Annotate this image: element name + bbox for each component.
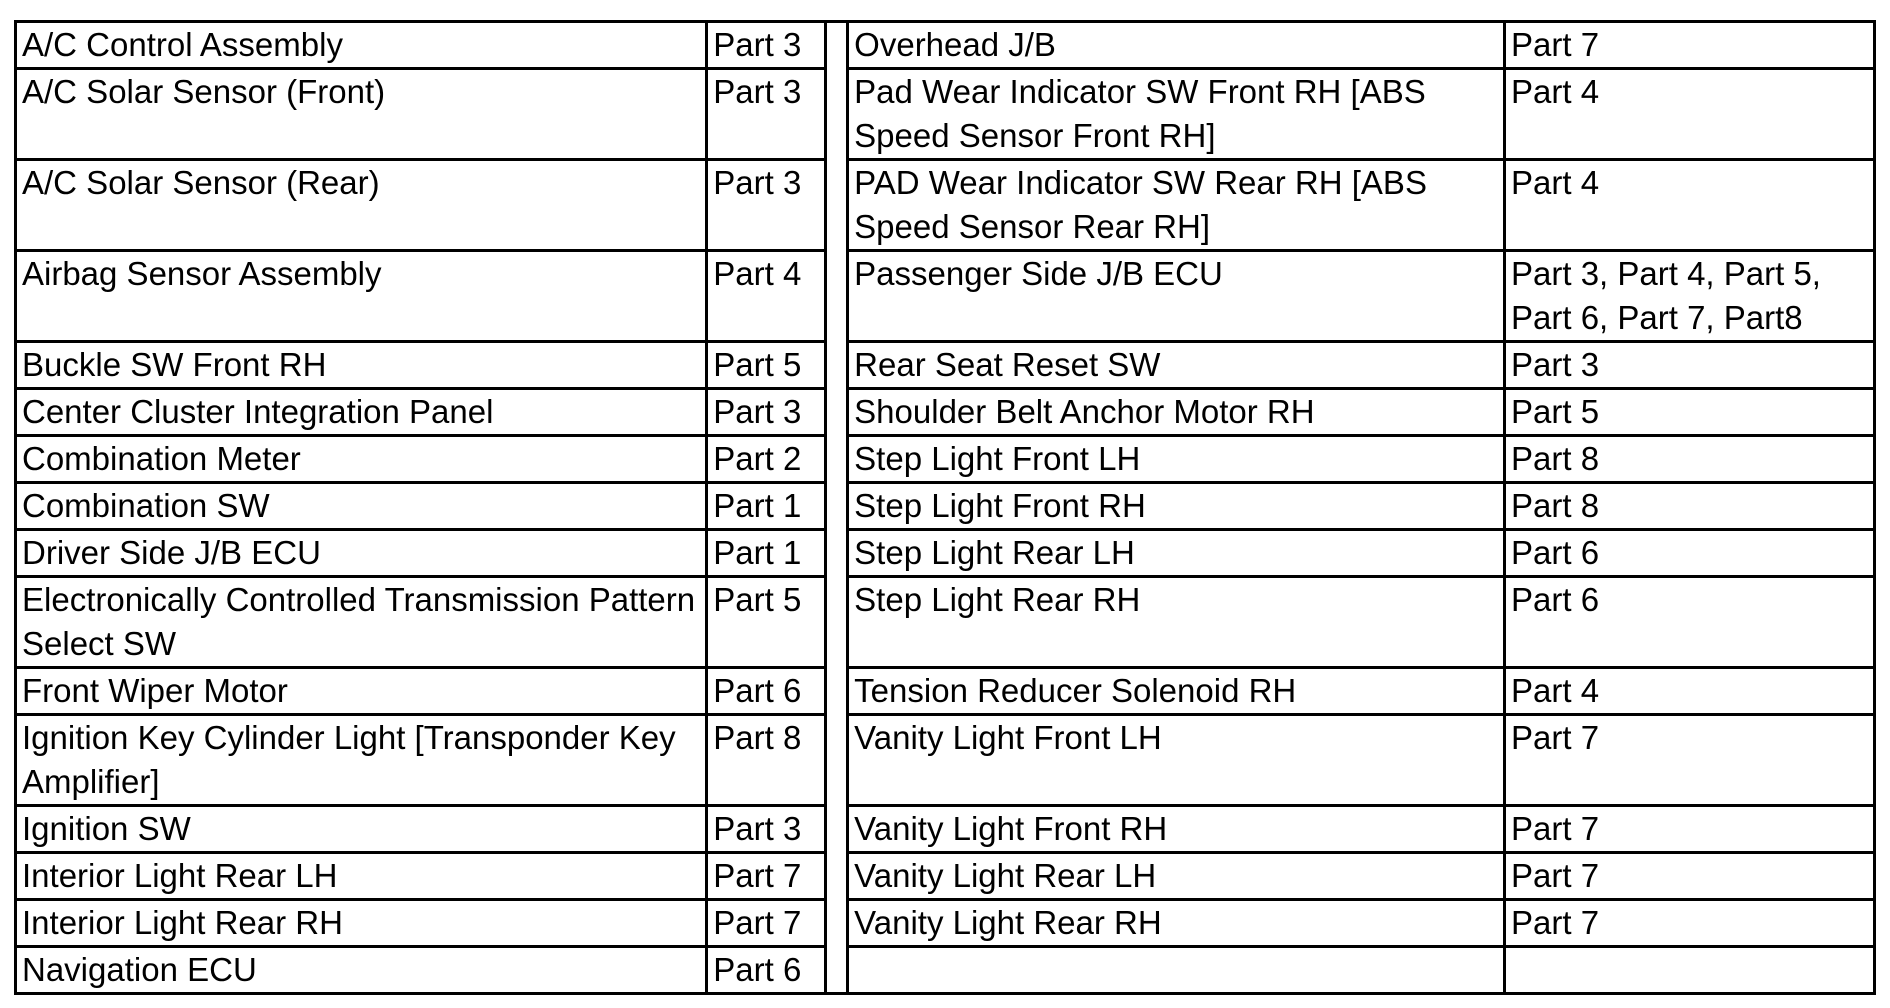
right-part-cell: Part 3 — [1505, 342, 1875, 389]
right-part-cell — [1505, 947, 1875, 994]
right-component-cell: Tension Reducer Solenoid RH — [848, 668, 1505, 715]
left-component-cell: Interior Light Rear RH — [16, 900, 707, 947]
right-component-cell: Step Light Front RH — [848, 483, 1505, 530]
table-row — [16, 900, 1875, 947]
left-part-cell: Part 3 — [707, 69, 826, 160]
right-component-cell: Rear Seat Reset SW — [848, 342, 1505, 389]
right-part-cell: Part 4 — [1505, 160, 1875, 251]
left-part-cell: Part 5 — [707, 342, 826, 389]
right-part-cell: Part 7 — [1505, 22, 1875, 69]
table-row — [16, 251, 1875, 342]
left-part-cell: Part 6 — [707, 947, 826, 994]
left-component-cell: Driver Side J/B ECU — [16, 530, 707, 577]
left-component-cell: Front Wiper Motor — [16, 668, 707, 715]
component-index-table — [14, 20, 1876, 995]
table-row — [16, 530, 1875, 577]
right-part-cell: Part 8 — [1505, 436, 1875, 483]
table-row — [16, 160, 1875, 251]
left-part-cell: Part 6 — [707, 668, 826, 715]
left-component-cell: Center Cluster Integration Panel — [16, 389, 707, 436]
left-component-cell: Combination SW — [16, 483, 707, 530]
right-component-cell: Step Light Rear LH — [848, 530, 1505, 577]
right-component-cell — [848, 947, 1505, 994]
right-component-cell: Vanity Light Front LH — [848, 715, 1505, 806]
left-component-cell: Airbag Sensor Assembly — [16, 251, 707, 342]
right-component-cell: Vanity Light Front RH — [848, 806, 1505, 853]
left-component-cell: A/C Solar Sensor (Front) — [16, 69, 707, 160]
right-component-cell: Vanity Light Rear RH — [848, 900, 1505, 947]
right-part-cell: Part 3, Part 4, Part 5, Part 6, Part 7, Part8 — [1505, 251, 1875, 342]
left-part-cell: Part 1 — [707, 530, 826, 577]
left-part-cell: Part 4 — [707, 251, 826, 342]
table-row — [16, 342, 1875, 389]
table-row — [16, 853, 1875, 900]
right-part-cell: Part 7 — [1505, 715, 1875, 806]
right-part-cell: Part 4 — [1505, 668, 1875, 715]
right-part-cell: Part 7 — [1505, 900, 1875, 947]
right-component-cell: PAD Wear Indicator SW Rear RH [ABS Speed Sensor Rear RH] — [848, 160, 1505, 251]
table-row — [16, 806, 1875, 853]
right-component-cell: Passenger Side J/B ECU — [848, 251, 1505, 342]
right-part-cell: Part 4 — [1505, 69, 1875, 160]
right-part-cell: Part 6 — [1505, 530, 1875, 577]
table-row — [16, 483, 1875, 530]
table-row — [16, 22, 1875, 69]
left-part-cell: Part 1 — [707, 483, 826, 530]
left-component-cell: A/C Control Assembly — [16, 22, 707, 69]
right-component-cell: Step Light Rear RH — [848, 577, 1505, 668]
table-row — [16, 668, 1875, 715]
column-divider — [825, 22, 847, 994]
table-row — [16, 715, 1875, 806]
left-part-cell: Part 2 — [707, 436, 826, 483]
right-part-cell: Part 7 — [1505, 806, 1875, 853]
left-component-cell: Ignition Key Cylinder Light [Transponder Key Amplifier] — [16, 715, 707, 806]
left-part-cell: Part 5 — [707, 577, 826, 668]
right-component-cell: Pad Wear Indicator SW Front RH [ABS Speed Sensor Front RH] — [848, 69, 1505, 160]
table-row — [16, 389, 1875, 436]
right-component-cell: Shoulder Belt Anchor Motor RH — [848, 389, 1505, 436]
left-part-cell: Part 7 — [707, 853, 826, 900]
right-part-cell: Part 7 — [1505, 853, 1875, 900]
right-component-cell: Overhead J/B — [848, 22, 1505, 69]
right-part-cell: Part 8 — [1505, 483, 1875, 530]
left-component-cell: Electronically Controlled Transmission Pattern Select SW — [16, 577, 707, 668]
left-component-cell: A/C Solar Sensor (Rear) — [16, 160, 707, 251]
table-row — [16, 577, 1875, 668]
left-component-cell: Interior Light Rear LH — [16, 853, 707, 900]
left-part-cell: Part 3 — [707, 806, 826, 853]
left-part-cell: Part 3 — [707, 22, 826, 69]
left-component-cell: Ignition SW — [16, 806, 707, 853]
left-component-cell: Buckle SW Front RH — [16, 342, 707, 389]
right-part-cell: Part 5 — [1505, 389, 1875, 436]
left-part-cell: Part 3 — [707, 160, 826, 251]
left-component-cell: Combination Meter — [16, 436, 707, 483]
left-part-cell: Part 3 — [707, 389, 826, 436]
left-component-cell: Navigation ECU — [16, 947, 707, 994]
left-part-cell: Part 8 — [707, 715, 826, 806]
right-part-cell: Part 6 — [1505, 577, 1875, 668]
right-component-cell: Step Light Front LH — [848, 436, 1505, 483]
table-row — [16, 947, 1875, 994]
right-component-cell: Vanity Light Rear LH — [848, 853, 1505, 900]
table-row — [16, 436, 1875, 483]
left-part-cell: Part 7 — [707, 900, 826, 947]
table-row — [16, 69, 1875, 160]
